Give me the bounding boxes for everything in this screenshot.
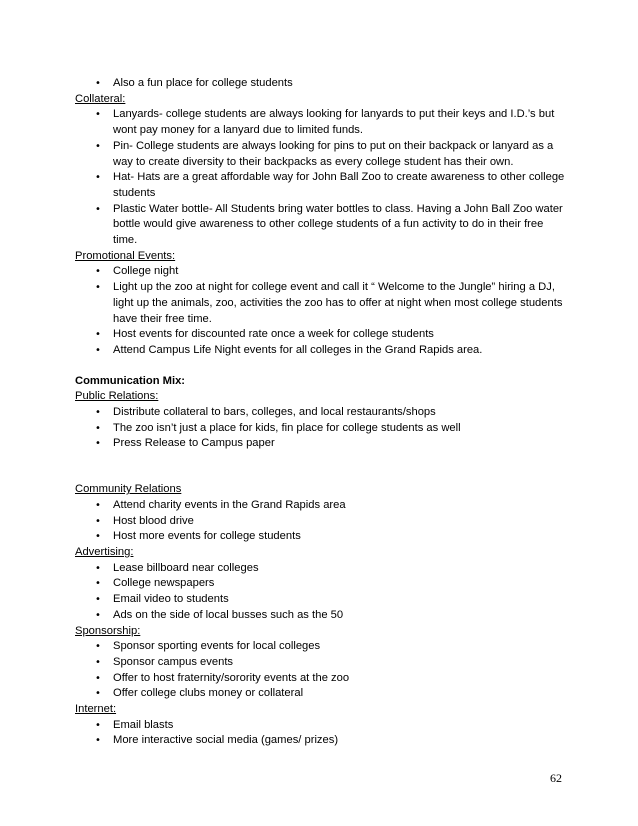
list-item: • Lanyards- college students are always looking for lanyards to put their keys and I.D.’s but wont pay money for a lanyard due to limited funds. bbox=[95, 108, 555, 137]
page-number: 62 bbox=[550, 771, 562, 785]
list-item: • Attend Campus Life Night events for all colleges in the Grand Rapids area. bbox=[75, 343, 570, 359]
spacer bbox=[75, 359, 570, 374]
promotional-events-list bbox=[75, 264, 570, 358]
internet-list bbox=[75, 718, 570, 749]
collateral-list bbox=[75, 107, 570, 248]
list-item: • Email blasts bbox=[75, 718, 570, 734]
bullet-icon: • bbox=[95, 422, 101, 434]
list-item: • Host more events for college students bbox=[75, 529, 570, 545]
bullet-icon: • bbox=[95, 266, 101, 278]
list-item: • The zoo isn’t just a place for kids, fin place for college students as well bbox=[75, 421, 570, 437]
bullet-icon: • bbox=[95, 688, 101, 700]
collateral-heading: Collateral: bbox=[75, 92, 126, 105]
list-item: • Plastic Water bottle- All Students bring water bottles to class. Having a John Ball Zoo water bottle would give awareness to other college students of a fun activity to do in their free time. bbox=[95, 202, 563, 247]
bullet-icon: • bbox=[95, 562, 101, 574]
bullet-icon: • bbox=[95, 203, 101, 215]
bullet-icon: • bbox=[95, 282, 101, 294]
bullet-icon: • bbox=[95, 438, 101, 450]
list-item: • Pin- College students are always looking for pins to put on their backpack or lanyard as a way to create diversity to their backpacks as every college student has their own. bbox=[95, 139, 554, 168]
sponsorship-list bbox=[75, 639, 570, 702]
advertising-list bbox=[75, 561, 570, 624]
intro-list bbox=[75, 76, 570, 92]
bullet-icon: • bbox=[95, 531, 101, 543]
list-item: • Email video to students bbox=[75, 592, 570, 608]
list-item: • Host events for discounted rate once a week for college students bbox=[75, 327, 570, 343]
list-item: • Attend charity events in the Grand Rapids area bbox=[75, 498, 570, 514]
bullet-icon: • bbox=[95, 515, 101, 527]
bullet-icon: • bbox=[95, 407, 101, 419]
list-item: • Sponsor campus events bbox=[75, 655, 570, 671]
bullet-icon: • bbox=[95, 578, 101, 590]
list-item: • Ads on the side of local busses such as the 50 bbox=[75, 608, 570, 624]
bullet-icon: • bbox=[95, 329, 101, 341]
bullet-icon: • bbox=[95, 656, 101, 668]
page-content bbox=[75, 76, 570, 749]
public-relations-heading: Public Relations: bbox=[75, 390, 159, 403]
list-item: • Press Release to Campus paper bbox=[75, 436, 570, 452]
bullet-icon: • bbox=[95, 172, 101, 184]
community-relations-list bbox=[75, 498, 570, 545]
bullet-icon: • bbox=[95, 344, 101, 356]
list-item: • College night bbox=[75, 264, 570, 280]
communication-mix-heading: Communication Mix: bbox=[75, 374, 186, 387]
bullet-icon: • bbox=[95, 672, 101, 684]
bullet-icon: • bbox=[95, 609, 101, 621]
list-item: • Offer college clubs money or collateral bbox=[75, 686, 570, 702]
list-item: • Also a fun place for college students bbox=[75, 76, 570, 92]
list-item: • Distribute collateral to bars, colleges, and local restaurants/shops bbox=[75, 405, 570, 421]
advertising-heading: Advertising: bbox=[75, 545, 134, 558]
bullet-icon: • bbox=[95, 641, 101, 653]
public-relations-list bbox=[75, 405, 570, 452]
list-item: • Host blood drive bbox=[75, 514, 570, 530]
list-item: • More interactive social media (games/ prizes) bbox=[75, 733, 570, 749]
list-item: • Light up the zoo at night for college event and call it “ Welcome to the Jungle” hiring a DJ, light up the animals, zoo, activities the zoo has to offer at night when most college students have their free time. bbox=[95, 281, 563, 325]
promotional-events-heading: Promotional Events: bbox=[75, 249, 176, 262]
community-relations-heading: Community Relations bbox=[75, 483, 182, 496]
sponsorship-heading: Sponsorship: bbox=[75, 624, 141, 637]
spacer bbox=[75, 452, 570, 482]
list-item: • Hat- Hats are a great affordable way for John Ball Zoo to create awareness to other college students bbox=[95, 171, 565, 199]
list-item: • Lease billboard near colleges bbox=[75, 561, 570, 577]
list-item: • Sponsor sporting events for local colleges bbox=[75, 639, 570, 655]
internet-heading: Internet: bbox=[75, 703, 117, 716]
bullet-icon: • bbox=[95, 735, 101, 747]
bullet-icon: • bbox=[95, 78, 101, 89]
bullet-icon: • bbox=[95, 499, 101, 511]
list-item: • Offer to host fraternity/sorority events at the zoo bbox=[75, 671, 570, 687]
bullet-icon: • bbox=[95, 719, 101, 731]
bullet-icon: • bbox=[95, 594, 101, 606]
bullet-icon: • bbox=[95, 109, 101, 121]
list-item: • College newspapers bbox=[75, 576, 570, 592]
bullet-icon: • bbox=[95, 140, 101, 152]
